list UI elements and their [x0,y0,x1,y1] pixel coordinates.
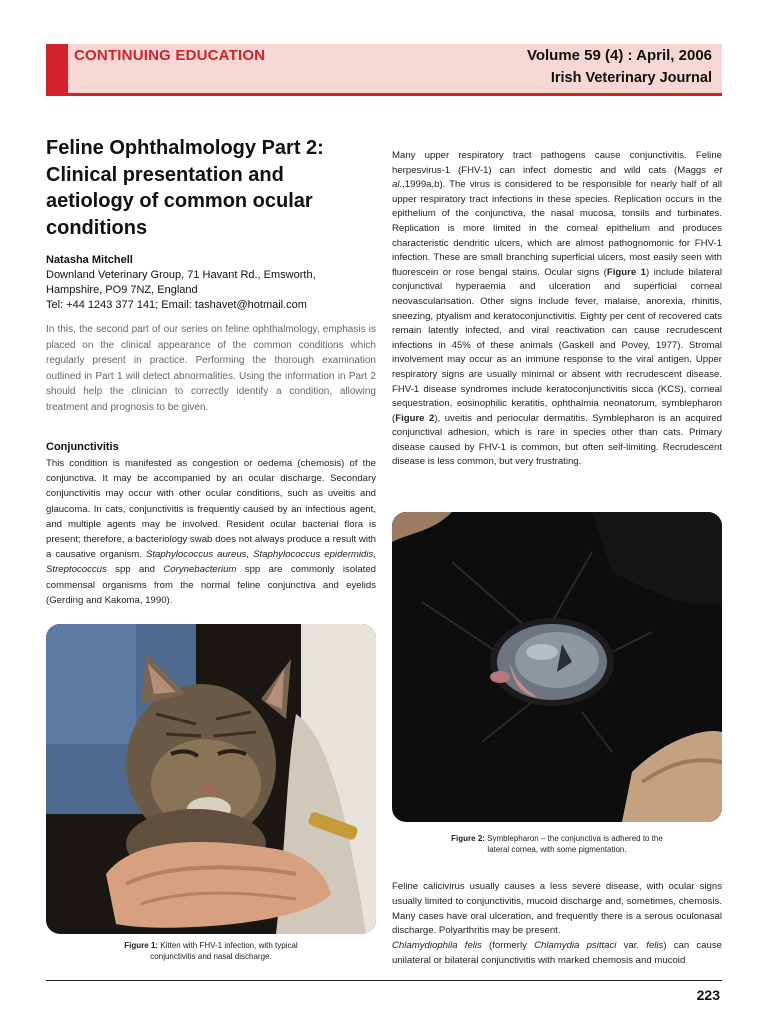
body-text: ) include bilateral conjunctival hyperaemia and ulceration and superficial corneal neovascularisation. Other signs include fever, malaise, anorexia, rhinitis, sneezing, ptyalism and keratoconjunctivitis. Eighty per cent of recovered cats remain latently infected, and viral reactivation can cause recrudescent infections in 45% of these animals (Gaskell and Povey, 1977). Stromal involvement may occur as an immune response to the viral antigen. Upper respiratory signs are usually minimal or absent with recrudescent disease. FHV-1 disease syndromes include keratoconjunctivitis sicca (KCS), corneal sequestration, eosinophilic keratitis, ophthalmia neonatorum, symblepharon ( [392,266,722,424]
body-text: ,1999a,b). The virus is considered to be responsible for nearly half of all upper respiratory tract infections in these species. Replication occurs in the epithelium of the conjunctiva, the nasal mucosa, tonsils and turbinates. Replication is more limited in the corneal epithelium and produces characteristic dendritic ulcers, which are almost pathognomonic for FHV-1 infection. These are small branching superficial ulcers, most easily seen with fluorescein or rose bengal stains. Ocular signs ( [392,179,722,278]
caption-text: Symblepharon – the conjunctiva is adhered to the [484,834,663,843]
calicivirus-paragraph [392,880,722,969]
figure-label: Figure 2: [451,834,485,843]
body-text: (formerly [481,940,535,952]
author-name: Natasha Mitchell [46,254,133,266]
article-title: Feline Ophthalmology Part 2: Clinical presentation and aetiology of common ocular conditions [46,137,324,239]
figure-label: Figure 1: [124,941,159,950]
footer-rule [46,980,722,981]
body-text: spp are commonly isolated commensal organisms from the normal feline conjunctiva and eyelids (Gerding and Kakoma, 1990). [46,564,376,606]
species-name: Chlamydiophila felis [392,940,482,952]
figure-1-photo [46,624,376,934]
citation-etal: et al. [392,164,722,191]
page-number: 223 [696,987,720,1003]
author-affiliation [46,268,382,313]
fhv-paragraph [392,149,722,470]
body-text: This condition is manifested as congestion or oedema (chemosis) of the conjunctiva. It may be accompanied by an ocular discharge. Secondary conjunctivitis may occur with other ocular conditions, such as uveitis and glaucoma. In cats, conjunctivitis is frequently caused by an infectious agent, and multiple agents may be involved. Resident ocular bacterial flora is present; therefore, a bacteriology swab does not always produce a result with a causative organism. [46,458,376,561]
caption-text: Kitten with FHV-1 infection, with typical [158,941,298,950]
conjunctivitis-paragraph [46,456,376,608]
issue-info: Volume 59 (4) : April, 2006 [526,47,712,64]
species-name: Corynebacterium [163,564,237,576]
section-label: CONTINUING EDUCATION [74,47,266,64]
body-text: ), uveitis and periocular dermatitis. Symblepharon is an acquired conjunctival adhesion, which is rare in species other than cats. Primary disease caused by FHV-1 is common, but often self-limiting. Recrudescent disease is less common, but very frustrating. [392,412,722,468]
figure-reference: Figure 2 [395,412,435,424]
caption-text: lateral cornea, with some pigmentation. [487,845,627,854]
header-accent-tab [46,44,68,94]
abstract: In this, the second part of our series on feline ophthalmology, emphasis is placed on the clinical appearance of the common conditions which regularly present in practice. Performing the thorough examination outlined in Part 1 will detect abnormalities. Using the information in Part 2 should help the clinician to correctly identify a condition, allowing treatment and prognosis to be given. [46,324,376,413]
eye-closeup-photo [392,512,722,822]
affiliation-line: Hampshire, PO9 7NZ, England [46,284,198,296]
body-text: var. [616,940,647,952]
figure-2-caption [392,833,722,855]
body-text: Feline calicivirus usually causes a less severe disease, with ocular signs usually limited to conjunctivitis, mucoid discharge and, sometimes, chemosis. Many cases have oral ulceration, and frequently there is a serous oculonasal discharge. Polyarthritis may be present. [392,881,722,937]
journal-name: Irish Veterinary Journal [550,70,712,86]
contact-line: Tel: +44 1243 377 141; Email: tashavet@hotmail.com [46,299,307,311]
species-name: Staphylococcus aureus, Staphylococcus epidermidis, Streptococcus [46,549,376,576]
affiliation-line: Downland Veterinary Group, 71 Havant Rd., Emsworth, [46,269,316,281]
species-name: felis [646,940,664,952]
species-name: Chlamydia psittaci [534,940,617,952]
header-rule [46,93,722,96]
section-heading: Conjunctivitis [46,441,119,453]
body-text: ) can cause unilateral or bilateral conjunctivitis with marked chemosis and mucoid [392,940,722,966]
body-text: Many upper respiratory tract pathogens cause conjunctivitis. Feline herpesvirus-1 (FHV-1) can infect domestic and wild cats (Maggs [392,150,722,176]
kitten-photo [46,624,376,934]
body-text: spp and [106,564,164,576]
figure-reference: Figure 1 [606,266,646,278]
figure-1-caption [46,940,376,962]
figure-2-photo [392,512,722,822]
caption-text: conjunctivitis and nasal discharge. [150,952,272,961]
